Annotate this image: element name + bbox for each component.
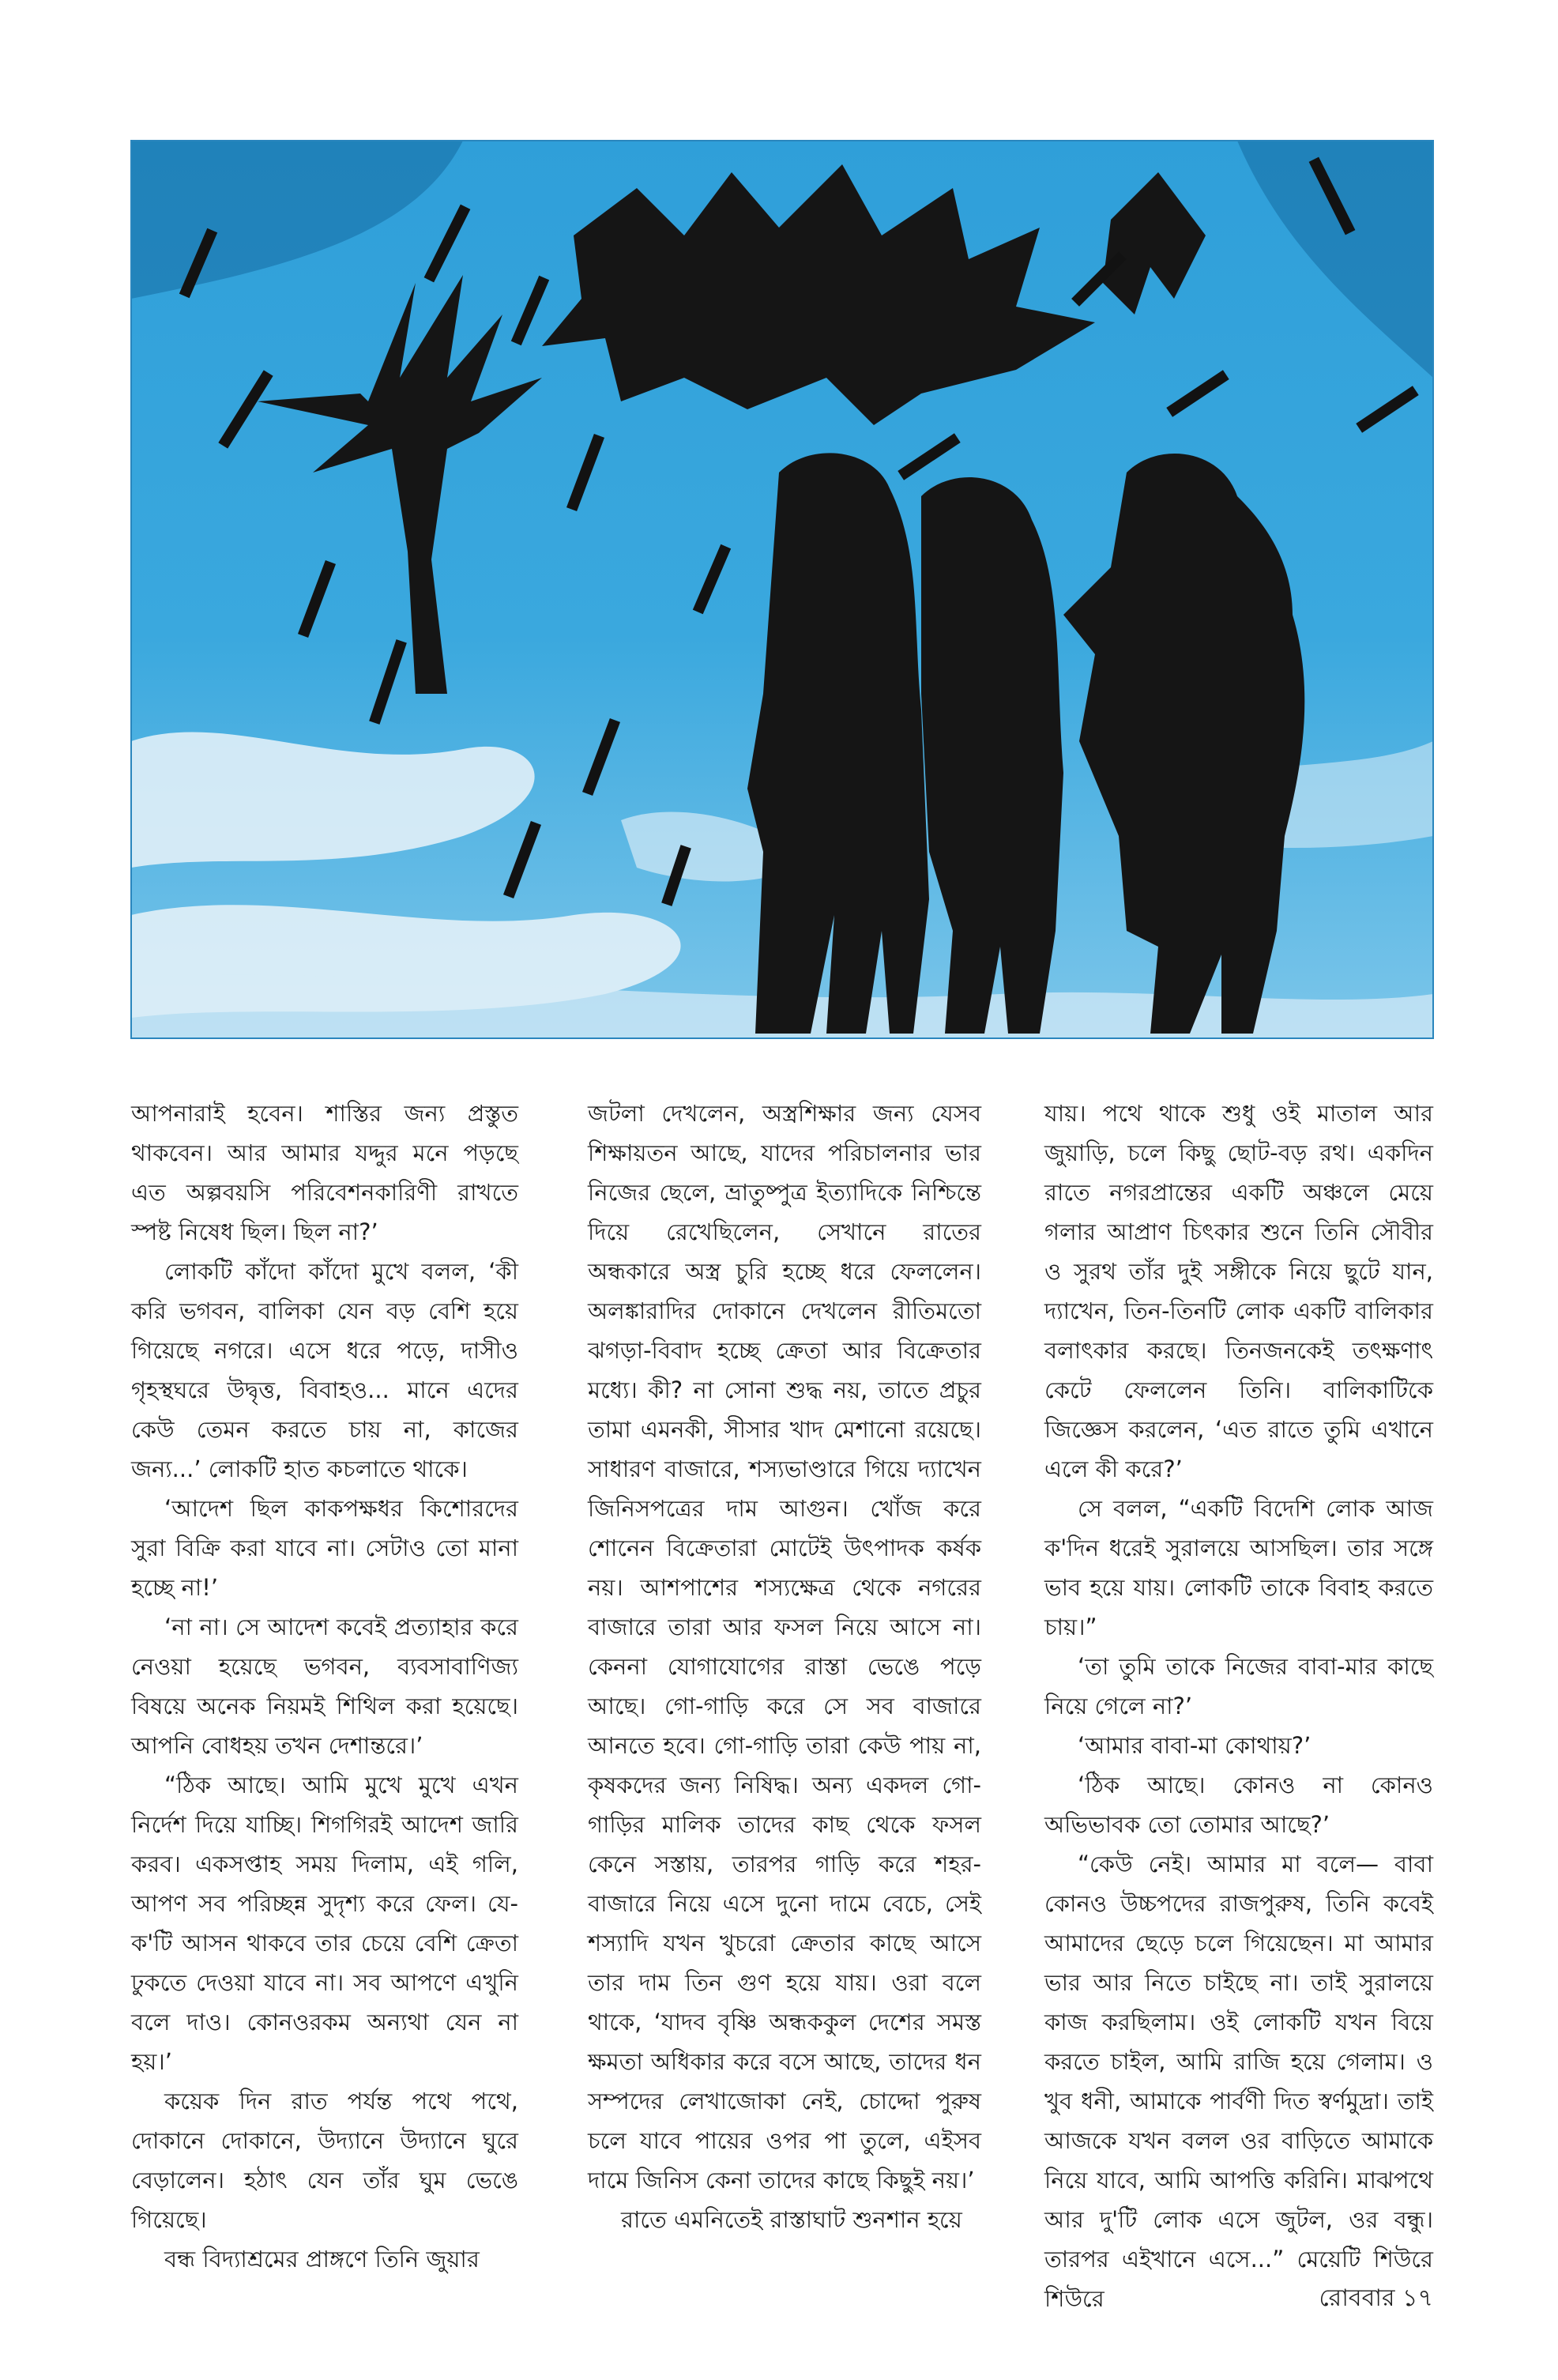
- paragraph: ‘আদেশ ছিল কাকপক্ষধর কিশোরদের সুরা বিক্রি করা যাবে না। সেটাও তো মানা হচ্ছে না!’: [131, 1495, 518, 1601]
- paragraph: সে বলল, “একটি বিদেশি লোক আজ ক'দিন ধরেই সুরালয়ে আসছিল। তার সঙ্গে ভাব হয়ে যায়। লোকটি তাকে বিবাহ করতে চায়।”: [1044, 1495, 1433, 1640]
- paragraph: বন্ধ বিদ্যাশ্রমের প্রাঙ্গণে তিনি জুয়ার: [164, 2246, 480, 2273]
- paragraph: ‘তা তুমি তাকে নিজের বাবা-মার কাছে নিয়ে গেলে না?’: [1044, 1653, 1433, 1719]
- paragraph: আপনারাই হবেন। শাস্তির জন্য প্রস্তুত থাকবেন। আর আমার যদ্দুর মনে পড়ছে এত অল্পবয়সি পরিবেশনকারিণী রাখতে স্পষ্ট নিষেধ ছিল। ছিল না?’: [131, 1100, 518, 1245]
- page-folio: রোববার ১৭: [1319, 2284, 1433, 2312]
- paragraph: লোকটি কাঁদো কাঁদো মুখে বলল, ‘কী করি ভগবন, বালিকা যেন বড় বেশি হয়ে গিয়েছে নগরে। এসে ধরে পড়ে, দাসীও গৃহস্থঘরে উদ্বৃত্ত, বিবাহও... মানে এদের কেউ তেমন করতে চায় না, কাজের জন্য...’ লোকটি হাত কচলাতে থাকে।: [131, 1258, 518, 1482]
- paragraph: রাতে এমনিতেই রাস্তাঘাট শুনশান হয়ে: [621, 2206, 962, 2233]
- paragraph: ‘না না। সে আদেশ কবেই প্রত্যাহার করে নেওয়া হয়েছে ভগবন, ব্যবসাবাণিজ্য বিষয়ে অনেক নিয়মই শিথিল করা হয়েছে। আপনি বোধহয় তখন দেশান্তরে।’: [131, 1614, 518, 1759]
- paragraph: কয়েক দিন রাত পর্যন্ত পথে পথে, দোকানে দোকানে, উদ্যানে উদ্যানে ঘুরে বেড়ালেন। হঠাৎ যেন তাঁর ঘুম ভেঙে গিয়েছে।: [131, 2088, 518, 2233]
- figure-one: [747, 453, 929, 1034]
- paragraph: “ঠিক আছে। আমি মুখে মুখে এখন নির্দেশ দিয়ে যাচ্ছি। শিগগিরই আদেশ জারি করব। একসপ্তাহ সময় দিলাম, এই গলি, আপণ সব পরিচ্ছন্ন সুদৃশ্য করে ফেল। যে-ক'টি আসন থাকবে তার চেয়ে বেশি ক্রেতা ঢুকতে দেওয়া যাবে না। সব আপণে এখুনি বলে দাও। কোনওরকম অন্যথা যেন না হয়।’: [131, 1772, 518, 2075]
- paragraph: “কেউ নেই। আমার মা বলে— বাবা কোনও উচ্চপদের রাজপুরুষ, তিনি কবেই আমাদের ছেড়ে চলে গিয়েছেন। মা আমার ভার আর নিতে চাইছে না। তাই সুরালয়ে কাজ করছিলাম। ওই লোকটি যখন বিয়ে করতে চাইল, আমি রাজি হয়ে গেলাম। ও খুব ধনী, আমাকে পার্বণী দিত স্বর্ণমুদ্রা। তাই আজকে যখন বলল ওর বাড়িতে আমাকে নিয়ে যাবে, আমি আপত্তি করিনি। মাঝপথে আর দু'টি লোক এসে জুটল, ওর বন্ধু। তারপর এইখানে এসে...” মেয়েটি শিউরে শিউরে: [1044, 1851, 1433, 2312]
- paragraph: যায়। পথে থাকে শুধু ওই মাতাল আর জুয়াড়ি, চলে কিছু ছোট-বড় রথ। একদিন রাতে নগরপ্রান্তের একটি অঞ্চলে মেয়ে গলার আপ্রাণ চিৎকার শুনে তিনি সৌবীর ও সুরথ তাঁর দুই সঙ্গীকে নিয়ে ছুটে যান, দ্যাখেন, তিন-তিনটি লোক একটি বালিকার বলাৎকার করছে। তিনজনকেই তৎক্ষণাৎ কেটে ফেললেন তিনি। বালিকাটিকে জিজ্ঞেস করলেন, ‘এত রাতে তুমি এখানে এলে কী করে?’: [1044, 1100, 1433, 1482]
- paragraph: ‘ঠিক আছে। কোনও না কোনও অভিভাবক তো তোমার আছে?’: [1044, 1772, 1433, 1838]
- cover-illustration: [131, 141, 1433, 1038]
- text-column-2: [588, 1094, 981, 2231]
- paragraph: ‘আমার বাবা-মা কোথায়?’: [1078, 1732, 1312, 1759]
- paragraph: জটলা দেখলেন, অস্ত্রশিক্ষার জন্য যেসব শিক্ষায়তন আছে, যাদের পরিচালনার ভার নিজের ছেলে, ভ্রাতুষ্পুত্র ইত্যাদিকে নিশ্চিন্তে দিয়ে রেখেছিলেন, সেখানে রাতের অন্ধকারে অস্ত্র চুরি হচ্ছে ধরে ফেললেন। অলঙ্কারাদির দোকানে দেখলেন রীতিমতো ঝগড়া-বিবাদ হচ্ছে ক্রেতা আর বিক্রেতার মধ্যে। কী? না সোনা শুদ্ধ নয়, তাতে প্রচুর তামা এমনকী, সীসার খাদ মেশানো রয়েছে। সাধারণ বাজারে, শস্যভাণ্ডারে গিয়ে দ্যাখেন জিনিসপত্রের দাম আগুন। খোঁজ করে শোনেন বিক্রেতারা মোটেই উৎপাদক কর্ষক নয়। আশপাশের শস্যক্ষেত্র থেকে নগরের বাজারে তারা আর ফসল নিয়ে আসে না। কেননা যোগাযোগের রাস্তা ভেঙে পড়ে আছে। গো-গাড়ি করে সে সব বাজারে আনতে হবে। গো-গাড়ি তারা কেউ পায় না, কৃষকদের জন্য নিষিদ্ধ। অন্য একদল গো-গাড়ির মালিক তাদের কাছ থেকে ফসল কেনে সস্তায়, তারপর গাড়ি করে শহর-বাজারে নিয়ে এসে দুনো দামে বেচে, সেই শস্যাদি যখন খুচরো ক্রেতার কাছে আসে তার দাম তিন গুণ হয়ে যায়। ওরা বলে থাকে, ‘যাদব বৃষ্ণি অন্ধককুল দেশের সমস্ত ক্ষমতা অধিকার করে বসে আছে, তাদের ধন সম্পদের লেখাজোকা নেই, চোদ্দো পুরুষ চলে যাবে পায়ের ওপর পা তুলে, এইসব দামে জিনিস কেনা তাদের কাছে কিছুই নয়।’: [588, 1100, 981, 2194]
- text-column-1: [131, 1094, 518, 2273]
